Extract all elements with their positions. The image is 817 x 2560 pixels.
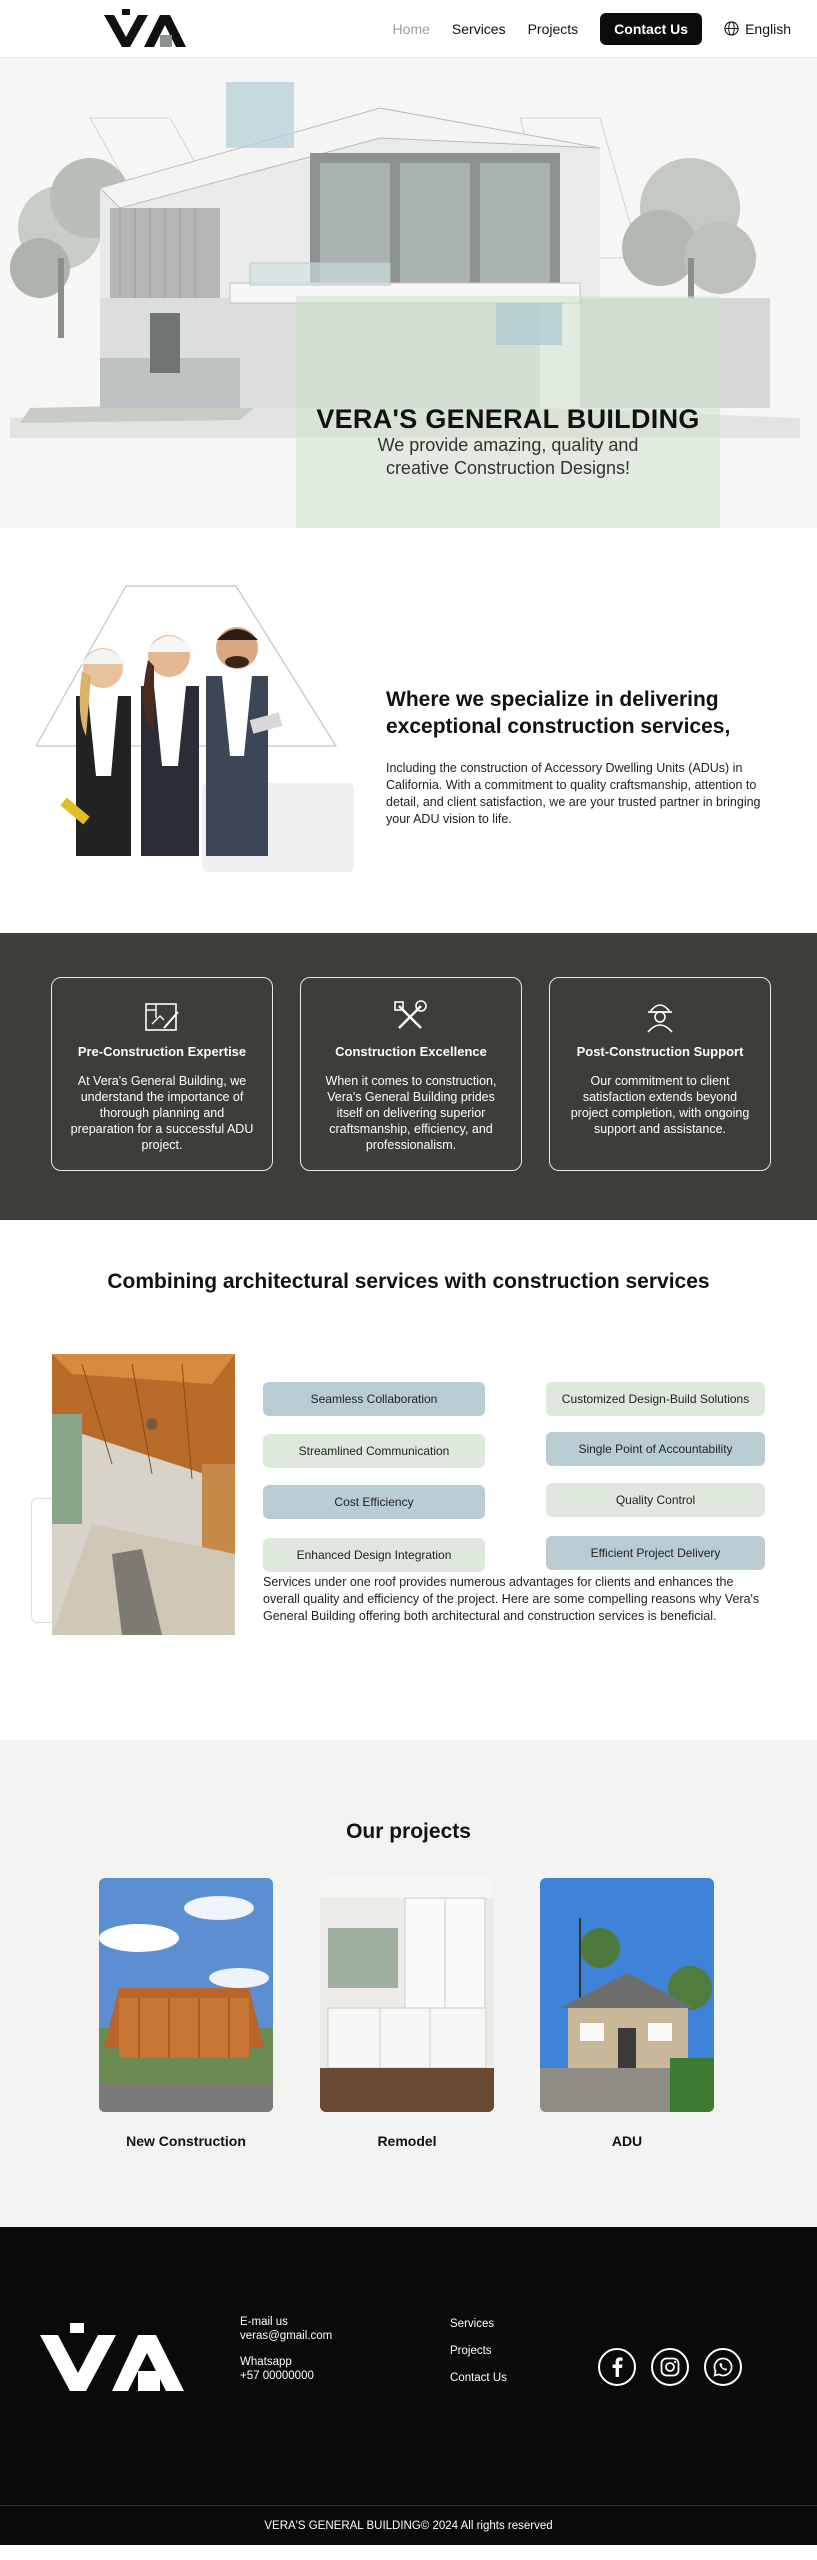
hero-subtitle-line-1: We provide amazing, quality and xyxy=(377,435,639,455)
team-photo xyxy=(36,556,356,876)
feature-pill: Enhanced Design Integration xyxy=(263,1538,485,1572)
nav-home[interactable]: Home xyxy=(392,20,430,37)
globe-icon xyxy=(724,21,739,36)
feature-pill: Customized Design-Build Solutions xyxy=(546,1382,765,1416)
language-selector[interactable] xyxy=(724,21,791,37)
worker-icon xyxy=(640,998,680,1034)
project-card-adu[interactable] xyxy=(540,1878,714,2149)
projects-section xyxy=(0,1740,817,2227)
instagram-icon[interactable] xyxy=(651,2348,689,2386)
feature-pill: Seamless Collaboration xyxy=(263,1382,485,1416)
service-text: When it comes to construction, Vera's General Building prides itself on delivering superior craftsmanship, efficiency, and professionalism. xyxy=(325,1074,497,1152)
footer-link-projects[interactable]: Projects xyxy=(450,2345,492,2357)
hero-subtitle-line-2: creative Construction Designs! xyxy=(385,458,631,478)
main-nav xyxy=(393,13,791,45)
specialize-title: Where we specialize in delivering exceptional construction services, xyxy=(386,688,731,738)
services-section xyxy=(0,933,817,1220)
blueprint-icon xyxy=(142,998,182,1034)
contact-us-button[interactable]: Contact Us xyxy=(600,13,702,45)
combine-title: Combining architectural services with construction services xyxy=(107,1270,710,1293)
footer-links xyxy=(450,2311,507,2392)
service-title: Post-Construction Support xyxy=(576,1044,744,1059)
service-title: Pre-Construction Expertise xyxy=(77,1044,247,1059)
email-label: E-mail us xyxy=(240,2316,288,2328)
project-card-new-construction[interactable] xyxy=(99,1878,273,2149)
copyright-text: VERA'S GENERAL BUILDING© 2024 All rights reserved xyxy=(0,2505,817,2545)
service-card-construction xyxy=(300,977,522,1171)
email-link[interactable]: veras@gmail.com xyxy=(240,2330,333,2342)
nav-services[interactable]: Services xyxy=(451,20,506,37)
feature-pill: Cost Efficiency xyxy=(263,1485,485,1519)
patio-photo xyxy=(52,1354,235,1635)
logo[interactable] xyxy=(104,9,196,49)
service-text: Our commitment to client satisfaction extends beyond project completion, with ongoing support and assistance. xyxy=(570,1074,750,1136)
project-label[interactable]: Remodel xyxy=(377,2133,437,2149)
hero-title: VERA'S GENERAL BUILDING xyxy=(316,404,700,434)
footer-link-contact[interactable]: Contact Us xyxy=(450,2372,507,2384)
social-links xyxy=(598,2348,742,2386)
service-text: At Vera's General Building, we understand the importance of thorough planning and preparation for a successful ADU project. xyxy=(70,1074,254,1152)
service-card-post-construction xyxy=(549,977,771,1171)
feature-pill: Quality Control xyxy=(546,1483,765,1517)
project-label[interactable]: New Construction xyxy=(126,2133,246,2149)
combine-text: Services under one roof provides numerous advantages for clients and enhances the overall quality and efficiency of the project. Here are some compelling reasons why Vera's General Building offering both architectural and construction services is beneficial. xyxy=(263,1575,760,1623)
specialize-text: Including the construction of Accessory Dwelling Units (ADUs) in California. With a commitment to quality craftsmanship, attention to detail, and client satisfaction, we are your trusted partner in bringing your ADU vision to life. xyxy=(386,761,761,826)
facebook-icon[interactable] xyxy=(598,2348,636,2386)
nav-projects[interactable]: Projects xyxy=(527,20,579,37)
specialize-section xyxy=(0,528,817,933)
projects-title: Our projects xyxy=(346,1820,471,1843)
combine-section xyxy=(0,1220,817,1740)
language-label: English xyxy=(745,20,791,37)
whatsapp-label: Whatsapp xyxy=(240,2356,292,2368)
footer-logo[interactable] xyxy=(40,2323,200,2393)
footer-contact xyxy=(240,2315,332,2383)
feature-pill: Efficient Project Delivery xyxy=(546,1536,765,1570)
service-title: Construction Excellence xyxy=(335,1044,487,1059)
whatsapp-icon[interactable] xyxy=(704,2348,742,2386)
project-card-remodel[interactable] xyxy=(320,1878,494,2149)
site-header xyxy=(0,0,817,58)
decor-square xyxy=(226,82,294,148)
tools-icon xyxy=(391,998,431,1034)
project-image xyxy=(99,1878,273,2112)
feature-pill: Streamlined Communication xyxy=(263,1434,485,1468)
site-footer xyxy=(0,2227,817,2545)
decor-square xyxy=(496,303,562,345)
service-card-pre-construction xyxy=(51,977,273,1171)
project-image xyxy=(540,1878,714,2112)
hero-section xyxy=(0,58,817,528)
whatsapp-number[interactable]: +57 00000000 xyxy=(240,2370,314,2382)
feature-pill: Single Point of Accountability xyxy=(546,1432,765,1466)
hero-subtitle xyxy=(296,434,720,480)
project-image xyxy=(320,1878,494,2112)
footer-link-services[interactable]: Services xyxy=(450,2318,495,2330)
project-label[interactable]: ADU xyxy=(611,2133,643,2149)
